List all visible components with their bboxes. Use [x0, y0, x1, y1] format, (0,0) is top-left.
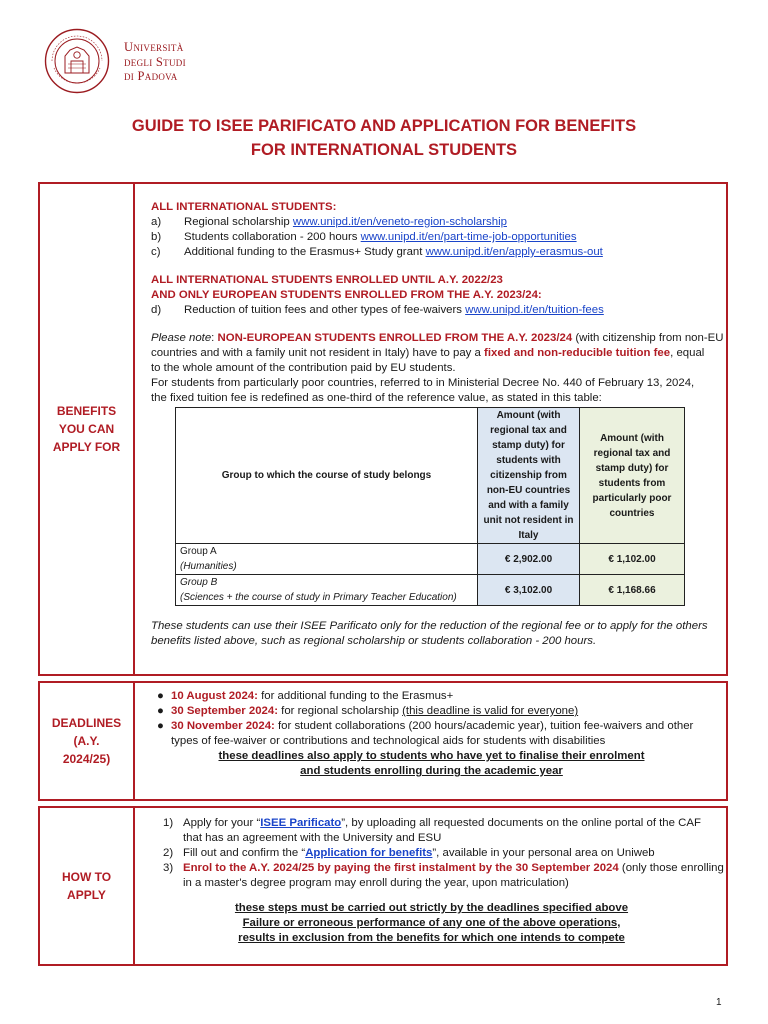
deadlines-content — [151, 689, 712, 779]
page-number: 1 — [716, 997, 722, 1008]
amount-non-eu: € 3,102.00 — [478, 575, 580, 606]
poor-countries-line-1: For students from particularly poor countries, referred to in Ministerial Decree No. 440 of February 13, 2024, — [151, 377, 695, 389]
item-marker: d) — [151, 304, 162, 316]
amount-non-eu: € 2,902.00 — [478, 544, 580, 575]
step-text: ”, available in your personal area on Uniweb — [432, 847, 655, 859]
fee-table-header — [176, 408, 685, 544]
item-marker: b) — [151, 231, 162, 243]
item-text: Additional funding to the Erasmus+ Study grant — [184, 246, 426, 258]
how-to-apply-section — [38, 806, 728, 966]
step-text: Fill out and confirm the “ — [183, 847, 306, 859]
bullet-icon: ● — [157, 720, 164, 732]
table-row — [176, 544, 685, 575]
group-cell — [176, 575, 478, 606]
item-marker: a) — [151, 216, 162, 228]
deadlines-label-line3: 2024/25) — [62, 752, 111, 766]
all-students-heading: ALL INTERNATIONAL STUDENTS: — [151, 201, 337, 213]
step-marker: 2) — [163, 847, 174, 859]
note-line-3: to the whole amount of the contribution paid by EU students. — [151, 362, 456, 374]
how-to-apply-label — [40, 808, 135, 964]
isee-parificato-link[interactable]: ISEE Parificato — [260, 817, 342, 829]
note-text: , equal — [670, 347, 705, 359]
university-seal-logo — [44, 28, 110, 94]
fee-table — [175, 407, 685, 606]
regional-scholarship-link[interactable]: www.unipd.it/en/veneto-region-scholarship — [292, 216, 507, 228]
deadline-date: 10 August 2024: — [171, 690, 258, 702]
amount-poor: € 1,168.66 — [580, 575, 685, 606]
deadline-item — [151, 689, 712, 704]
how-to-label-line2: APPLY — [67, 888, 106, 902]
benefit-item-c — [151, 245, 712, 260]
group-cell — [176, 544, 478, 575]
deadlines-label-line1: DEADLINES — [51, 716, 122, 730]
benefit-item-d — [151, 303, 712, 318]
deadlines-label-line2: (A.Y. — [73, 734, 100, 748]
university-name-line2: degli Studi — [124, 54, 186, 69]
isee-note-line-2: benefits listed above, such as regional scholarship or students collaboration - 200 hours. — [151, 635, 597, 647]
step-highlight: Enrol to the A.Y. 2024/25 by paying the first instalment by the 30 September 2024 — [183, 862, 619, 874]
deadline-date: 30 November 2024: — [171, 720, 275, 732]
header-amount-non-eu: Amount (with regional tax and stamp duty) for students with citizenship from non-EU countries and with a family unit not resident in Italy — [478, 408, 580, 544]
erasmus-out-link[interactable]: www.unipd.it/en/apply-erasmus-out — [425, 246, 603, 258]
step-marker: 3) — [163, 862, 174, 874]
title-line-1: GUIDE TO ISEE PARIFICATO AND APPLICATION FOR BENEFITS — [131, 117, 637, 135]
item-text: Students collaboration - 200 hours — [184, 231, 361, 243]
bullet-icon: ● — [157, 690, 164, 702]
deadline-text: for regional scholarship — [278, 705, 403, 717]
tuition-fees-link[interactable]: www.unipd.it/en/tuition-fees — [465, 304, 604, 316]
step-2 — [151, 846, 712, 861]
enrolled-heading-2: AND ONLY EUROPEAN STUDENTS ENROLLED FROM THE A.Y. 2023/24: — [151, 289, 542, 301]
deadline-text: for student collaborations (200 hours/academic year), tuition fee-waivers and other — [274, 720, 694, 732]
university-name — [124, 40, 186, 84]
deadline-item-3-cont: types of fee-waiver or contributions and technological aids for students with disabilities — [171, 735, 606, 747]
university-name-line1: Università — [124, 40, 184, 54]
note-label: Please note — [151, 332, 212, 344]
how-to-note-line-3: results in exclusion from the benefits for which one intends to compete — [238, 932, 625, 944]
header-group: Group to which the course of study belongs — [176, 408, 478, 544]
deadline-date: 30 September 2024: — [171, 705, 279, 717]
note-line-1 — [151, 331, 724, 346]
how-to-apply-content — [151, 816, 724, 946]
header-amount-poor: Amount (with regional tax and stamp duty) for students from particularly poor countries — [580, 408, 685, 544]
step-3-cont: in a master's degree program may enroll during the year, upon matriculation) — [183, 877, 569, 889]
benefits-label-line3: APPLY FOR — [52, 440, 121, 454]
title-line-2: FOR INTERNATIONAL STUDENTS — [250, 141, 518, 159]
benefits-content — [151, 200, 724, 649]
university-name-line3: di Padova — [124, 69, 178, 83]
benefits-label-line1: BENEFITS — [56, 404, 117, 418]
application-for-benefits-link[interactable]: Application for benefits — [305, 847, 433, 859]
page-title — [0, 114, 768, 162]
deadlines-note-line-2: and students enrolling during the academic year — [300, 765, 563, 777]
how-to-note-line-1: these steps must be carried out strictly by the deadlines specified above — [234, 902, 629, 914]
note-text: (with citizenship from non-EU — [572, 332, 724, 344]
benefits-label-line2: YOU CAN — [58, 422, 115, 436]
deadline-text: for additional funding to the Erasmus+ — [257, 690, 454, 702]
group-desc: (Humanities) — [180, 561, 237, 572]
how-to-note-line-2: Failure or erroneous performance of any one of the above operations, — [242, 917, 621, 929]
deadline-item — [151, 704, 712, 719]
enrolled-heading-1: ALL INTERNATIONAL STUDENTS ENROLLED UNTIL A.Y. 2022/23 — [151, 274, 503, 286]
how-to-label-line1: HOW TO — [61, 870, 112, 884]
step-text: (only those enrolling — [618, 862, 724, 874]
item-text: Reduction of tuition fees and other types of fee-waivers — [184, 304, 466, 316]
benefit-item-a — [151, 215, 712, 230]
step-text: Apply for your “ — [183, 817, 261, 829]
part-time-job-link[interactable]: www.unipd.it/en/part-time-job-opportunities — [360, 231, 577, 243]
note-line-2 — [151, 346, 712, 361]
step-text: ”, by uploading all requested documents on the online portal of the CAF — [341, 817, 701, 829]
note-colon: : — [211, 332, 218, 344]
group-desc: (Sciences + the course of study in Primary Teacher Education) — [180, 592, 457, 603]
benefits-label — [40, 184, 135, 674]
benefit-item-b — [151, 230, 712, 245]
poor-countries-line-2: the fixed tuition fee is redefined as one-third of the reference value, as stated in this table: — [151, 392, 602, 404]
item-marker: c) — [151, 246, 161, 258]
note-highlight: fixed and non-reducible tuition fee — [484, 347, 671, 359]
deadlines-section — [38, 681, 728, 801]
group-name: Group B — [180, 577, 218, 588]
step-1 — [151, 816, 712, 831]
item-text: Regional scholarship — [184, 216, 293, 228]
amount-poor: € 1,102.00 — [580, 544, 685, 575]
group-name: Group A — [180, 546, 217, 557]
step-1-cont: that has an agreement with the University and ESU — [183, 832, 442, 844]
step-marker: 1) — [163, 817, 174, 829]
note-highlight: NON-EUROPEAN STUDENTS ENROLLED FROM THE A.Y. 2023/24 — [217, 332, 573, 344]
deadline-note: (this deadline is valid for everyone) — [402, 705, 579, 717]
isee-note-line-1: These students can use their ISEE Parificato only for the reduction of the regional fee or to apply for the others — [151, 620, 708, 632]
note-text: countries and with a family unit not resident in Italy) have to pay a — [151, 347, 485, 359]
bullet-icon: ● — [157, 705, 164, 717]
deadline-item — [151, 719, 712, 734]
table-row — [176, 575, 685, 606]
step-3 — [151, 861, 724, 876]
benefits-section — [38, 182, 728, 676]
deadlines-label — [40, 683, 135, 799]
deadlines-note-line-1: these deadlines also apply to students who have yet to finalise their enrolment — [218, 750, 645, 762]
